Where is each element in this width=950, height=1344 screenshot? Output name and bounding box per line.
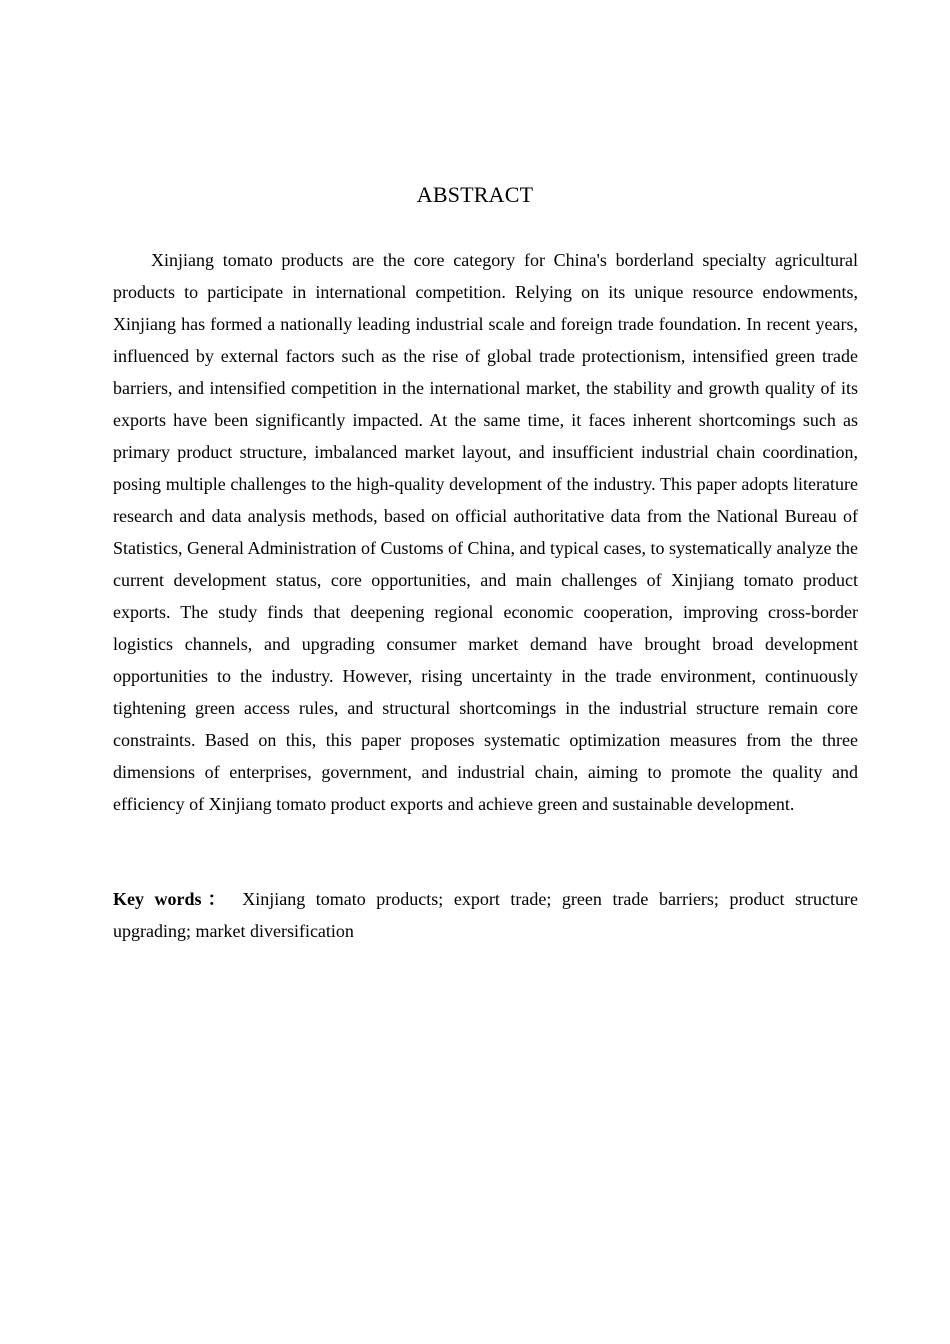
keywords-line	[113, 883, 858, 947]
keywords-text: Xinjiang tomato products; export trade; green trade barriers; product structure upgrading; market diversification	[113, 889, 858, 941]
abstract-heading: ABSTRACT	[416, 182, 534, 207]
abstract-paragraph: Xinjiang tomato products are the core category for China's borderland specialty agricultural products to participate in international competition. Relying on its unique resource endowments, Xinjiang has formed a nationally leading industrial scale and foreign trade foundation. In recent years, influenced by external factors such as the rise of global trade protectionism, intensified green trade barriers, and intensified competition in the international market, the stability and growth quality of its exports have been significantly impacted. At the same time, it faces inherent shortcomings such as primary product structure, imbalanced market layout, and insufficient industrial chain coordination, posing multiple challenges to the high-quality development of the industry. This paper adopts literature research and data analysis methods, based on official authoritative data from the National Bureau of Statistics, General Administration of Customs of China, and typical cases, to systematically analyze the current development status, core opportunities, and main challenges of Xinjiang tomato product exports. The study finds that deepening regional economic cooperation, improving cross-border logistics channels, and upgrading consumer market demand have brought broad development opportunities to the industry. However, rising uncertainty in the trade environment, continuously tightening green access rules, and structural shortcomings in the industrial structure remain core constraints. Based on this, this paper proposes systematic optimization measures from the three dimensions of enterprises, government, and industrial chain, aiming to promote the quality and efficiency of Xinjiang tomato product exports and achieve green and sustainable development.	[113, 250, 858, 814]
keywords-label: Key words：	[113, 889, 232, 909]
